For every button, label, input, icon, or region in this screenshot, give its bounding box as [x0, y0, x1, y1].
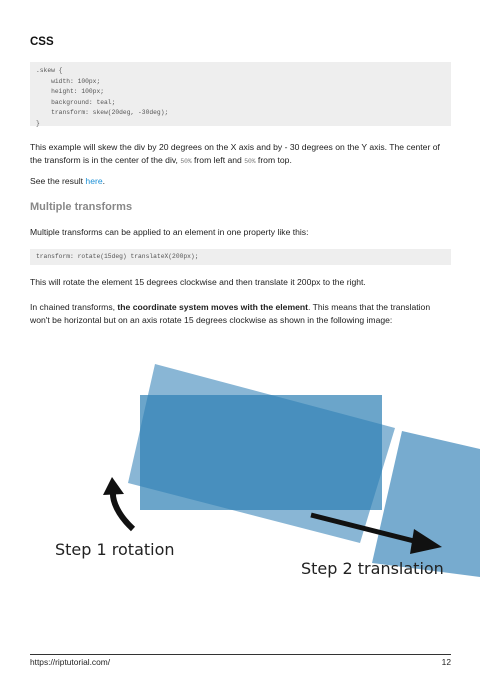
paragraph-skew-explanation [30, 141, 451, 168]
section-heading-multiple-transforms: Multiple transforms [30, 201, 133, 213]
para2-end: . [102, 176, 106, 186]
paragraph-see-result [30, 175, 451, 188]
para5-text-a: In chained transforms, [30, 302, 118, 312]
para2-text: See the result [30, 176, 86, 186]
code-block-skew: .skew { width: 100px; height: 100px; background: teal; transform: skew(20deg, -30deg); } [30, 62, 451, 126]
label-step-1-rotation: Step 1 rotation [55, 540, 175, 559]
para1-text-a: This example will skew the div by 20 degrees on the X axis and by - 30 degrees on the Y axis. The center of the transform is in the center of the div, [30, 142, 440, 165]
transform-illustration [0, 345, 480, 595]
original-rectangle [140, 395, 382, 510]
paragraph-chained-transforms [30, 301, 451, 326]
label-step-2-translation: Step 2 translation [301, 559, 444, 578]
rotation-arrowhead-icon [103, 477, 124, 495]
paragraph-multiple-intro: Multiple transforms can be applied to an element in one property like this: [30, 227, 309, 237]
rotation-arrow [113, 491, 133, 529]
transform-illustration-svg [0, 345, 480, 595]
translated-rectangle [372, 431, 480, 577]
paragraph-rotate-translate: This will rotate the element 15 degrees clockwise and then translate it 200px to the right. [30, 277, 366, 287]
para1-text-c: from top. [255, 154, 292, 165]
inline-code-50-left: 50% [180, 157, 192, 165]
footer-divider [30, 654, 451, 655]
footer-page-number: 12 [441, 657, 451, 667]
section-heading-css: CSS [30, 36, 54, 48]
para1-text-b: from left and [191, 154, 245, 165]
para5-text-b: . This means that the translation won't be horizontal but on an axis rotate 15 degrees clockwise as shown in the following image: [30, 302, 431, 325]
inline-code-50-top: 50% [244, 157, 256, 165]
para5-bold: the coordinate system moves with the element [117, 302, 308, 312]
here-link[interactable]: here [85, 176, 103, 186]
footer-url: https://riptutorial.com/ [30, 657, 111, 667]
code-block-transform: transform: rotate(15deg) translateX(200px); [30, 249, 451, 265]
